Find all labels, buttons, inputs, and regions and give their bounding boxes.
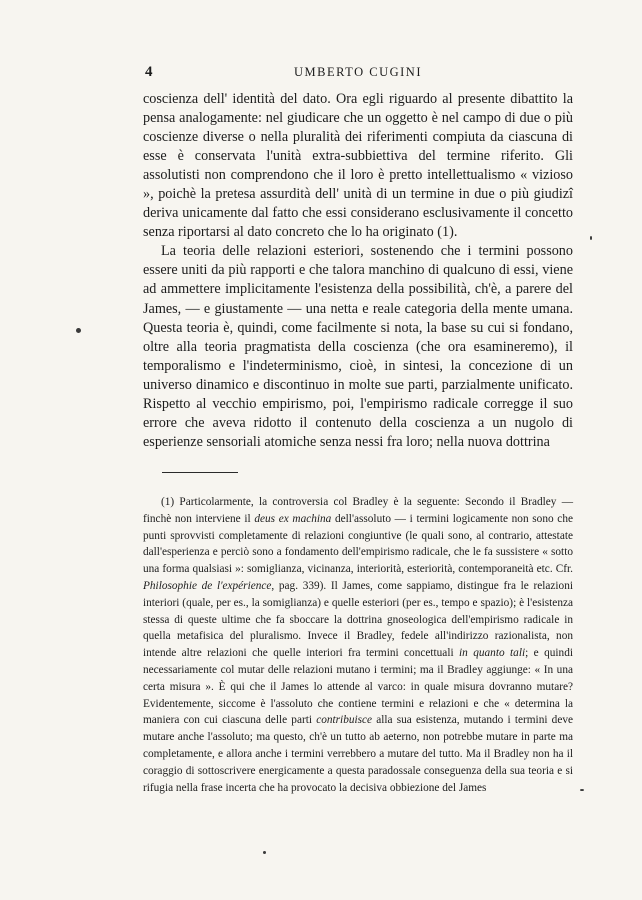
- footnote-text: ; e quindi necessariamente col mutar delle relazioni mutano i termini; ma il Bradley aggiunge: « In una certa misura ». È qui che il James lo attende al varco: in quale misura dovranno mutare? Evidentemente, siccome è l'assoluto che contiene termini e relazioni e che « determina la maniera con cui ciascuna delle parti: [143, 647, 573, 727]
- footnote-text: , pag. 339). Il James, come sappiamo, distingue fra le relazioni interiori (quale, per es., la somiglianza) e quelle esteriori (per es., tempo e spazio); è l'esistenza stessa di queste ultime che fa sboccare la dottrina gnoseologica dell'empirismo radicale in quella metafisica del pluralismo. Invece il Bradley, fedele all'indirizzo razionalista, non intende altre relazioni che quelle interiori fra termini concettuali: [143, 579, 573, 660]
- page-header: [143, 64, 573, 82]
- footnote-1: [143, 494, 573, 796]
- footnote-italic: contribuisce: [316, 714, 373, 727]
- footnote: [143, 494, 573, 796]
- paper-speck: [580, 789, 584, 791]
- paper-speck: [76, 328, 81, 333]
- footnote-separator: [162, 472, 238, 473]
- paper-speck: [263, 851, 266, 854]
- footnote-italic: deus ex machina: [254, 512, 332, 525]
- paper-speck: [590, 236, 592, 240]
- paragraph-2: La teoria delle relazioni esteriori, sostenendo che i termini possono essere uniti da più rapporti e che talora manchino di qualcuno di essi, viene ad ammettere implicitamente l'esistenza della possibilità, ch'è, a parere del James, — e giustamente — una netta e reale categoria della mente umana. Questa teoria è, quindi, come facilmente si nota, la base su cui si fondano, oltre alla teoria pragmatista della coscienza (che ora esamineremo), il temporalismo e l'indeterminismo, cioè, in sintesi, la concezione di un universo dinamico e discontinuo in molte sue parti, parzialmente unificato. Rispetto al vecchio empirismo, poi, l'empirismo radicale corregge il suo errore che aveva ridotto il contenuto della coscienza a un nugolo di esperienze sensoriali atomiche senza nessi fra loro; nella nuova dottrina: [143, 243, 573, 450]
- footnote-text: alla sua esistenza, mutando i termini deve mutare anche l'assoluto; ma questo, ch'è un tutto ab aeterno, non potrebbe mutare in parte ma completamente, e allora anche i termini verrebbero a mutare del tutto. Ma il Bradley non ha il coraggio di sottoscrivere energicamente a questa paradossale conseguenza della sua teoria e si rifugia nella frase incerta che ha provocato la decisiva obbiezione del James: [143, 714, 574, 794]
- main-text: [143, 90, 573, 452]
- footnote-text: (1) Particolarmente, la controversia col Bradley è la seguente: Secondo il Bradley — finchè non interviene il: [143, 496, 573, 525]
- page-number: 4: [145, 64, 153, 80]
- running-head: UMBERTO CUGINI: [293, 65, 422, 79]
- footnote-italic: in quanto tali: [459, 647, 526, 660]
- footnote-text: dell'assoluto — i termini logicamente non sono che punti sprovvisti completamente di relazioni congiuntive (le quali sono, al contrario, attestate dall'esperienza e perciò sono a fondamento dell'empirismo radicale, che le fa sussistere « sotto una forma qualsiasi »: somiglianza, vicinanza, interiorità, esteriorità, contemporaneità etc. Cfr.: [143, 512, 573, 576]
- paragraph-1: coscienza dell' identità del dato. Ora egli riguardo al presente dibattito la pensa analogamente: nel giudicare che un oggetto è nel campo di due o più coscienze diverse o nella pluralità dei riferimenti compiuta da ciascuna di esse è conservata l'unità extra-subbiettiva del termine riferito. Gli assolutisti non comprendono che il loro è pretto intellettualismo « vizioso », poichè la pretesa assurdità dell' unità di un termine in due o più giudizî deriva unicamente dal fatto che essi considerano esclusivamente il concetto senza riportarsi al dato concreto che lo ha originato (1).: [143, 91, 573, 241]
- footnote-italic: Philosophie de l'expérience: [143, 579, 272, 592]
